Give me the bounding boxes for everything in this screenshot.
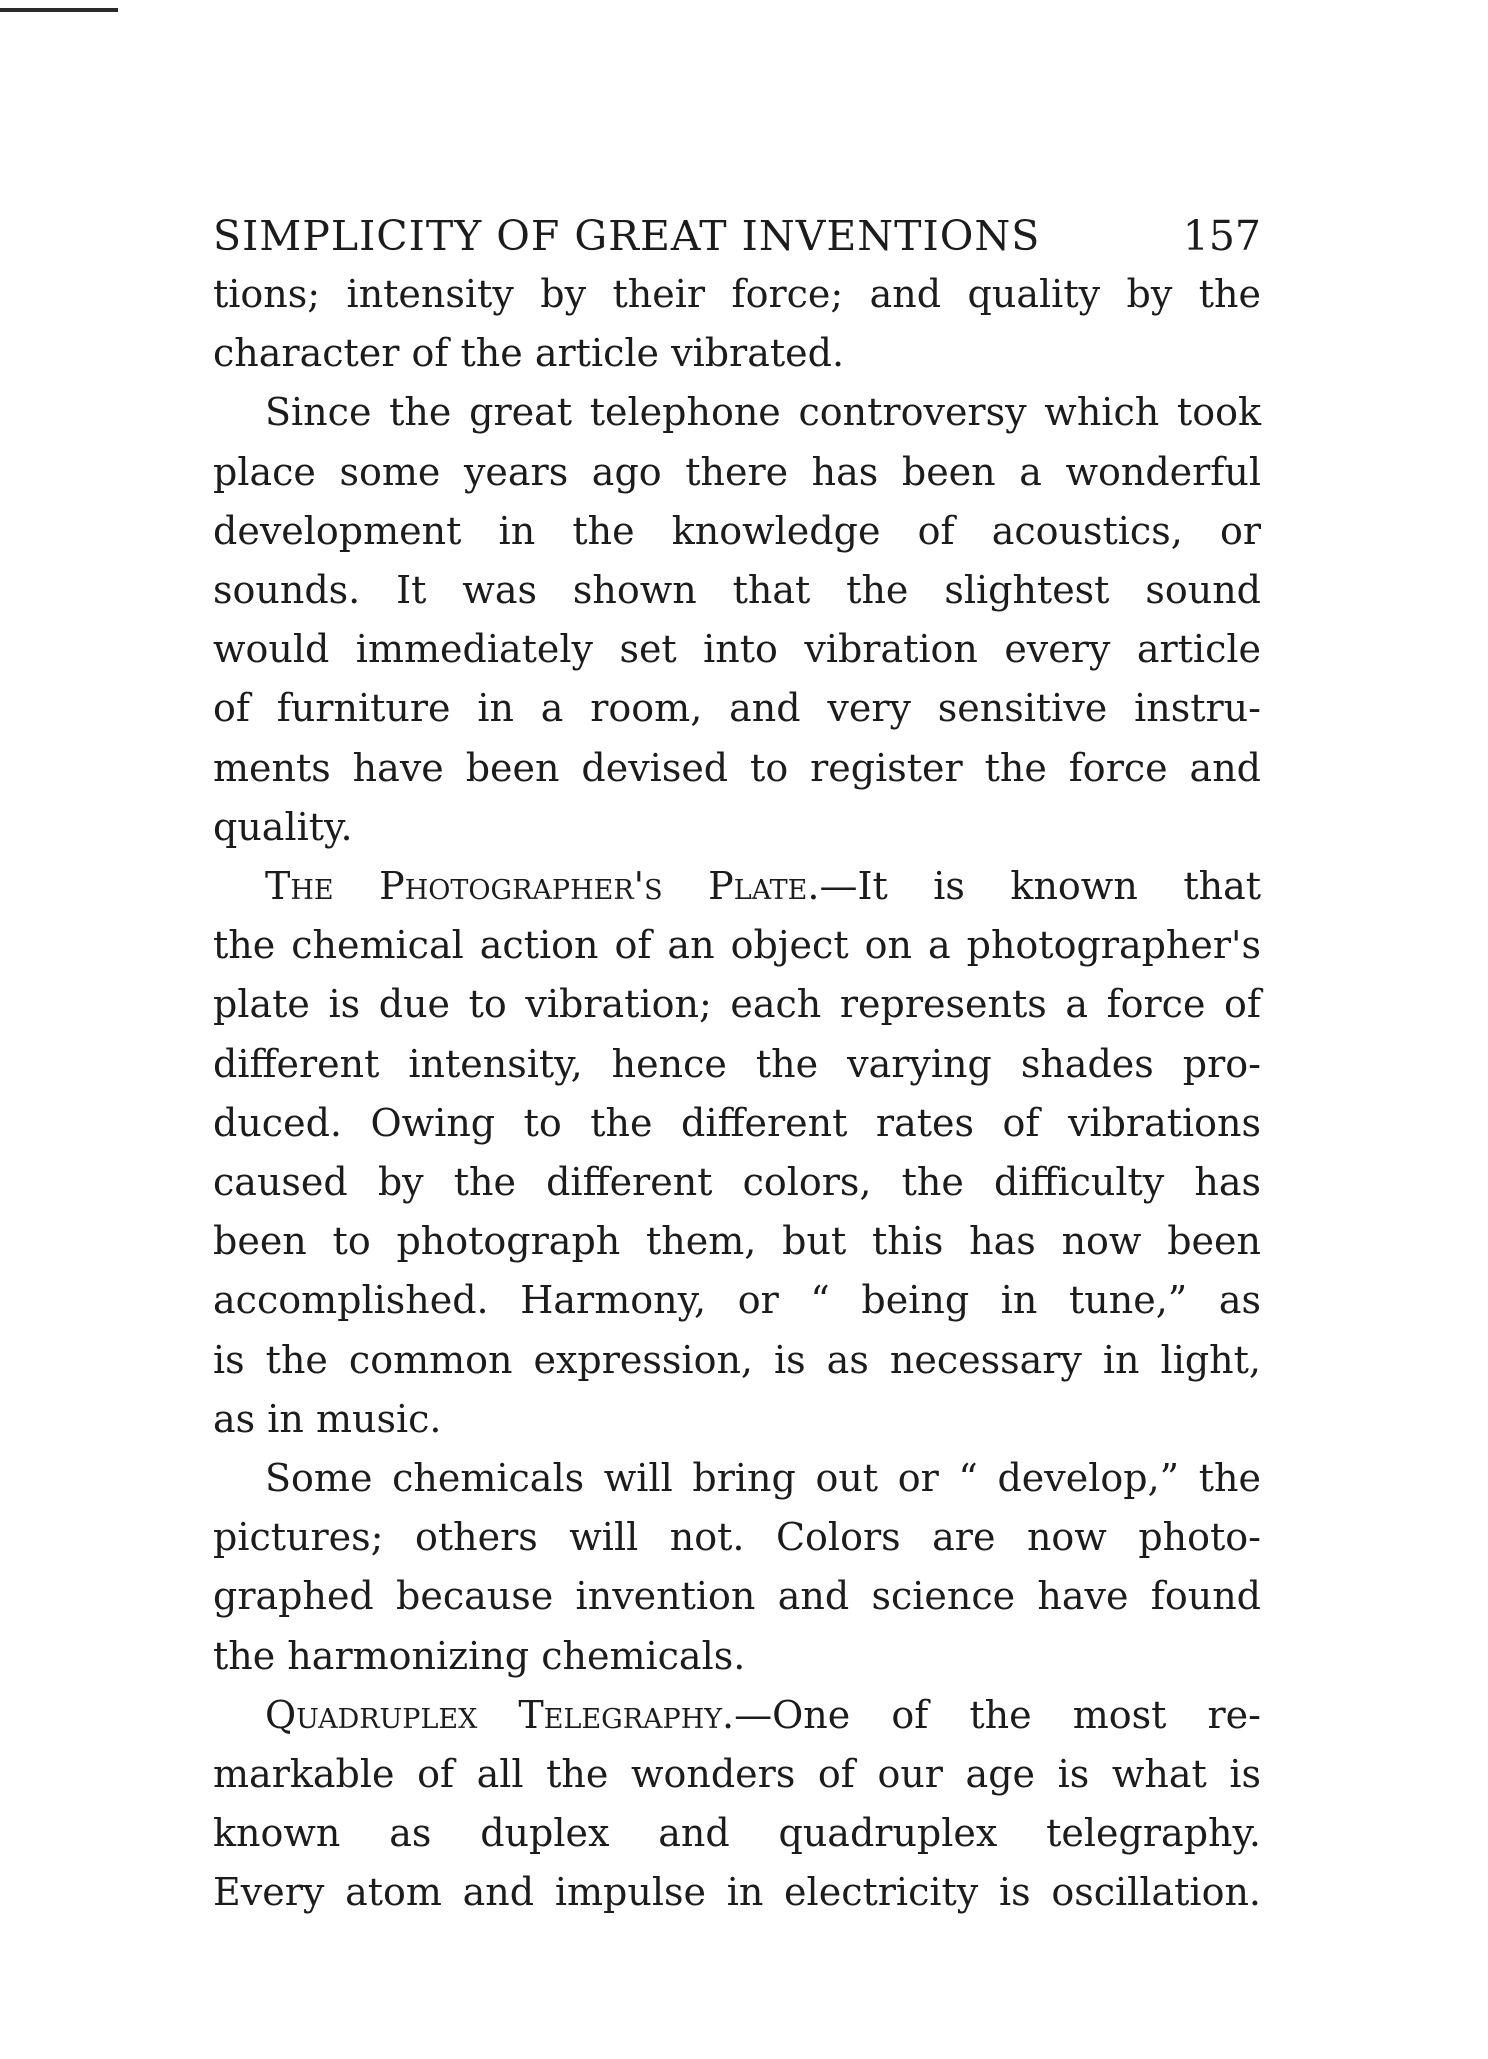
text-line: different intensity, hence the varying shades pro- [213,1041,1261,1086]
paragraph [213,1449,1261,1686]
text-line: development in the knowledge of acoustics, or [213,508,1261,553]
paragraph [213,265,1261,383]
text-line: Some chemicals will bring out or “ develop,” the [265,1456,1261,1501]
corner-rule [0,8,118,12]
heading-line-rest: —It is known that [819,864,1261,909]
text-line [213,1686,1261,1745]
text-line: accomplished. Harmony, or “ being in tune,” as [213,1278,1261,1323]
text-line: been to photograph them, but this has now been [213,1219,1261,1264]
section-heading: Quadruplex Telegraphy. [265,1692,735,1737]
text-line: of furniture in a room, and very sensitive instru- [213,686,1261,731]
text-line: caused by the different colors, the difficulty has [213,1160,1261,1205]
running-head [213,207,1261,265]
body-text [213,265,1261,1923]
text-line: ments have been devised to register the force and [213,745,1261,790]
heading-line-rest: —One of the most re- [734,1692,1261,1737]
text-line: character of the article vibrated. [213,331,845,376]
book-page [213,207,1261,1923]
paragraph [213,1686,1261,1923]
text-line: as in music. [213,1396,442,1441]
text-line: would immediately set into vibration every article [213,627,1261,672]
running-head-title: SIMPLICITY OF GREAT INVENTIONS [213,212,1041,260]
text-line: place some years ago there has been a wonderful [213,449,1261,494]
paragraph [213,857,1261,1449]
text-line: pictures; others will not. Colors are now photo- [213,1515,1261,1560]
text-line: Since the great telephone controversy which took [265,390,1261,435]
text-line: quality. [213,804,353,849]
text-line: is the common expression, is as necessary in light, [213,1337,1261,1382]
page-number: 157 [1182,212,1261,260]
text-line: plate is due to vibration; each represents a force of [213,982,1261,1027]
text-line: the harmonizing chemicals. [213,1633,746,1678]
text-line: duced. Owing to the different rates of vibrations [213,1100,1261,1145]
text-line: sounds. It was shown that the slightest sound [213,568,1261,613]
text-line: the chemical action of an object on a photographer's [213,923,1261,968]
text-line [213,857,1261,916]
section-heading: The Photographer's Plate. [265,864,820,909]
text-line: tions; intensity by their force; and quality by the [213,272,1261,316]
text-line: known as duplex and quadruplex telegraphy. [213,1811,1261,1856]
text-line: Every atom and impulse in electricity is oscillation. [213,1870,1261,1915]
text-line: markable of all the wonders of our age is what is [213,1752,1261,1797]
paragraph [213,383,1261,857]
text-line: graphed because invention and science have found [213,1574,1261,1619]
